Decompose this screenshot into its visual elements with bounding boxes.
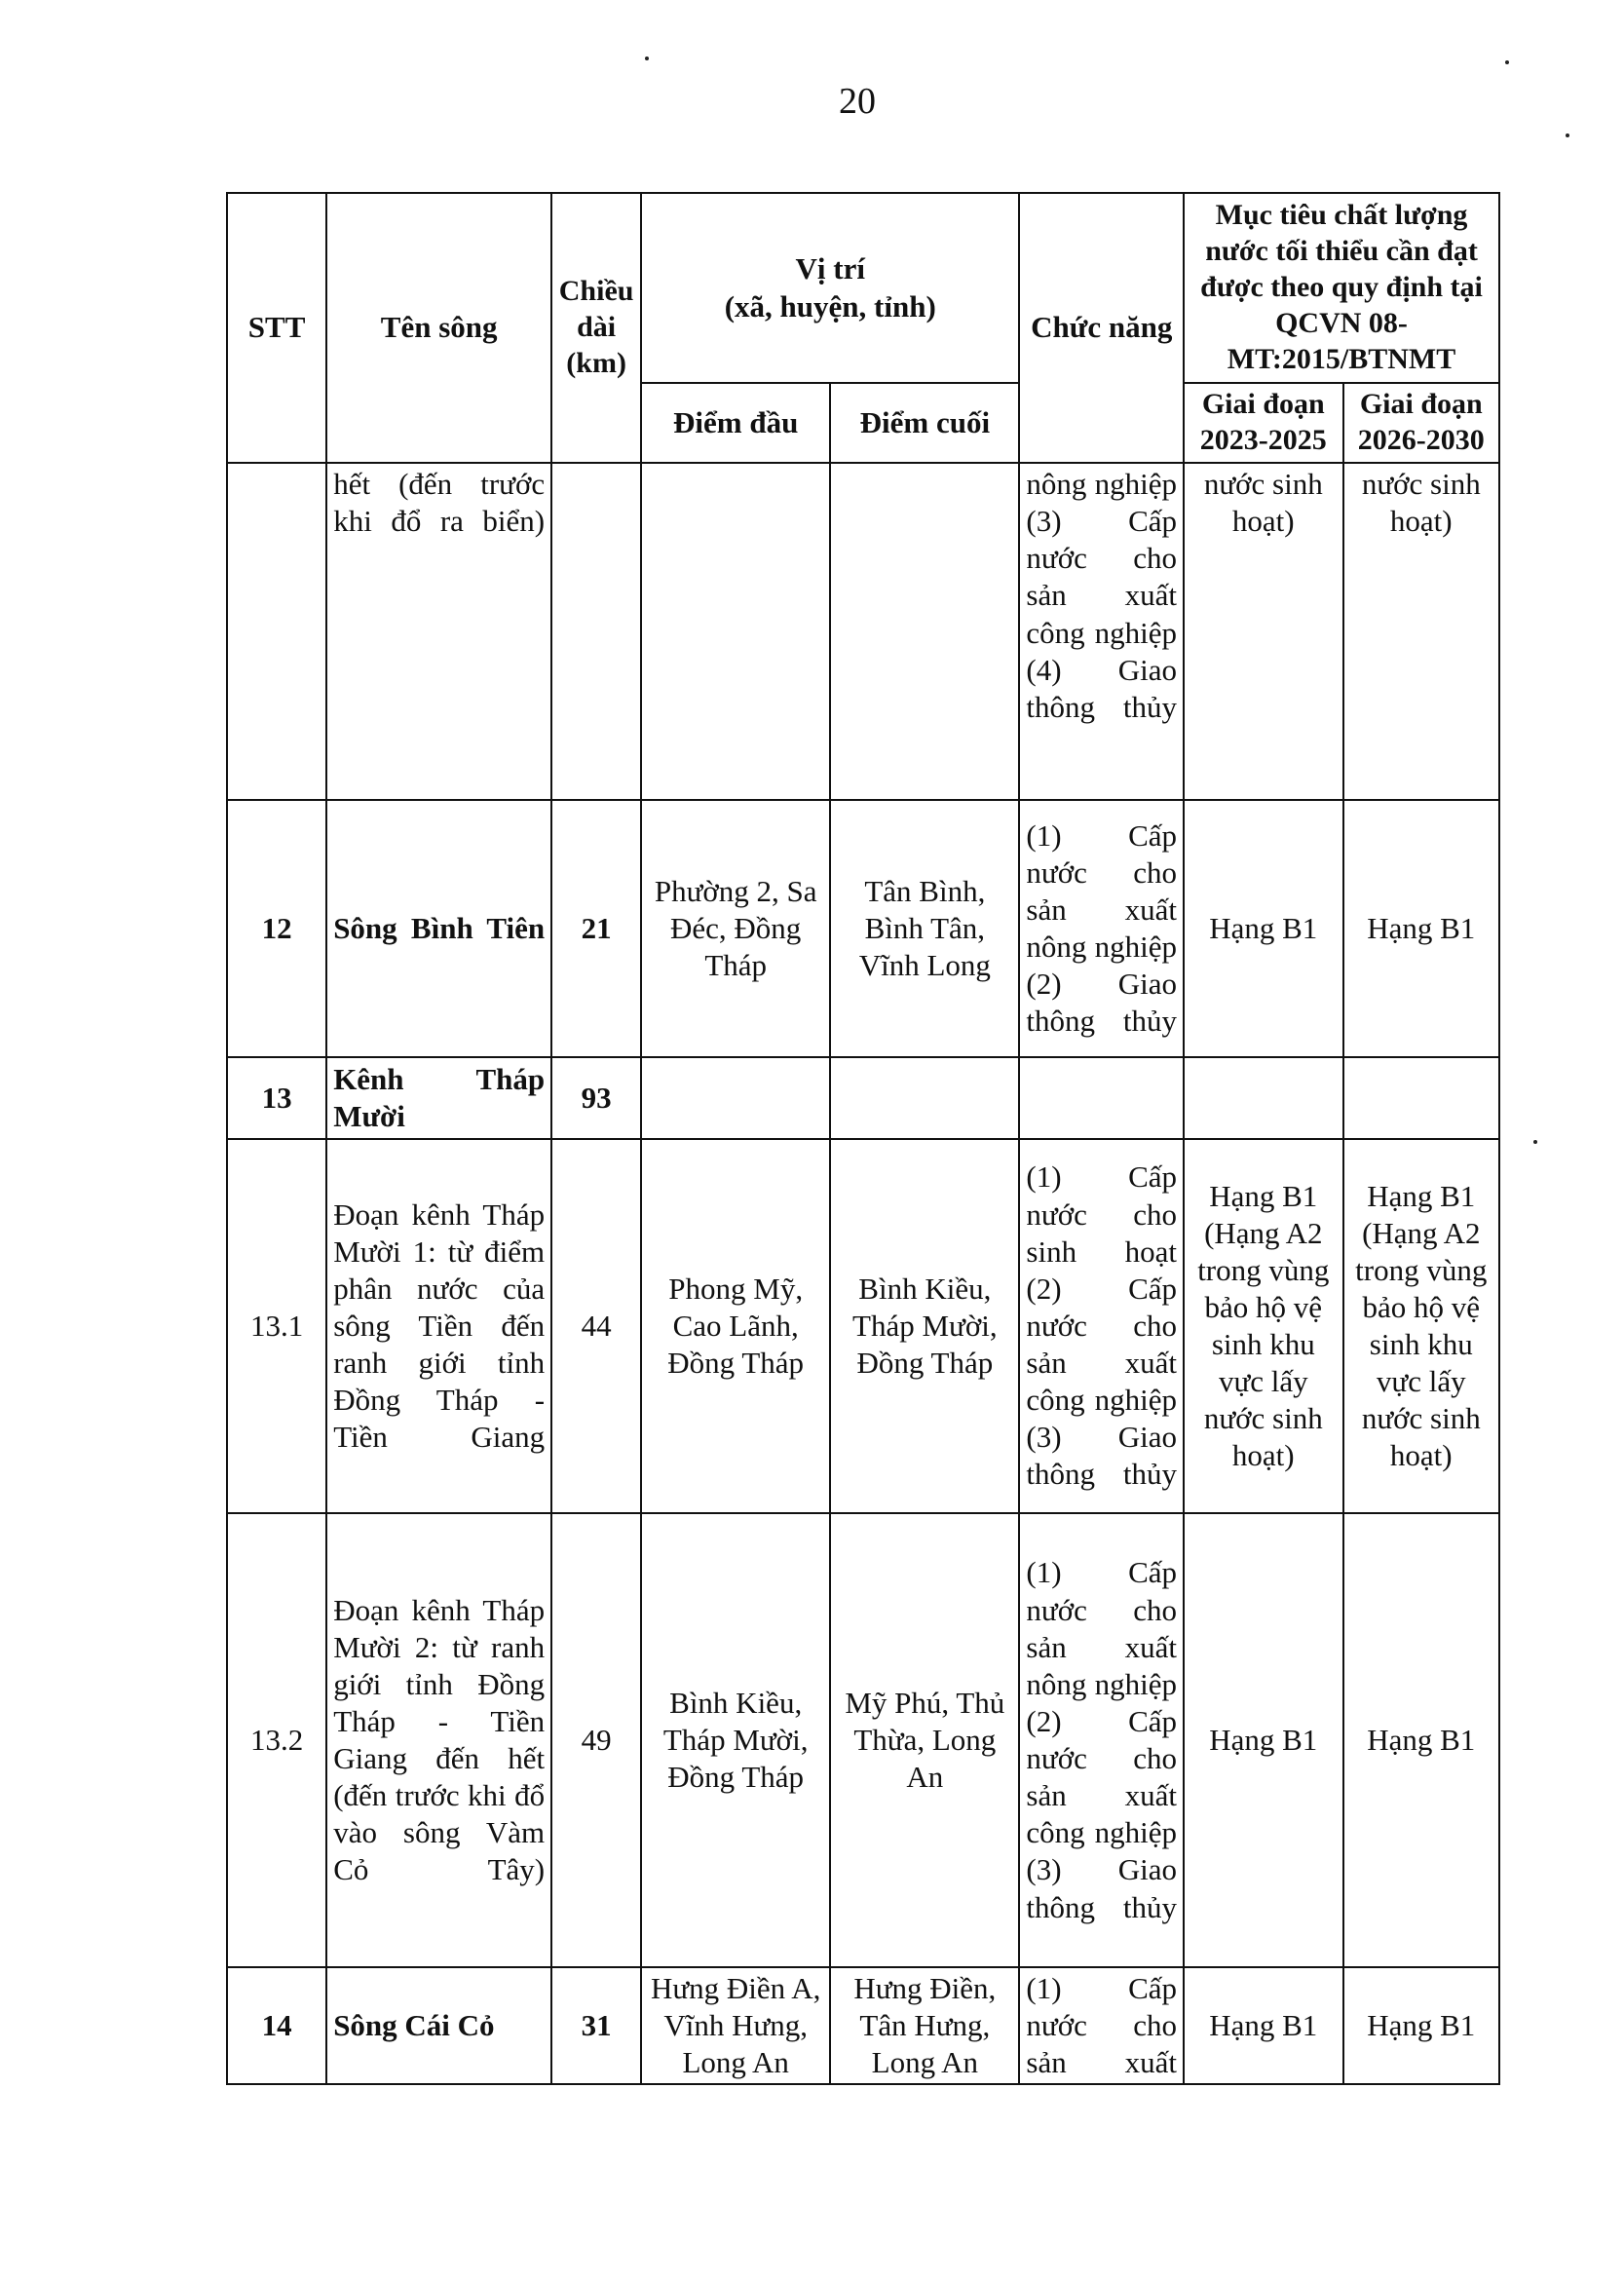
cell-length: 31 bbox=[551, 1967, 641, 2084]
col-target-header: Mục tiêu chất lượng nước tối thiểu cần đạt được theo quy định tại QCVN 08-MT:2015/BTNMT bbox=[1184, 193, 1499, 383]
table-row bbox=[227, 800, 1499, 1057]
cell-start: Phong Mỹ, Cao Lãnh, Đồng Tháp bbox=[641, 1139, 830, 1513]
cell-river-name: Đoạn kênh Tháp Mười 1: từ điểm phân nước của sông Tiền đến ranh giới tỉnh Đồng Tháp - Tiền Giang bbox=[326, 1139, 551, 1513]
location-subtitle: (xã, huyện, tỉnh) bbox=[724, 288, 936, 323]
cell-phase2: Hạng B1 (Hạng A2 trong vùng bảo hộ vệ sinh khu vực lấy nước sinh hoạt) bbox=[1343, 1139, 1499, 1513]
table-row bbox=[227, 1513, 1499, 1967]
cell-start: Bình Kiều, Tháp Mười, Đồng Tháp bbox=[641, 1513, 830, 1967]
cell-phase1: Hạng B1 bbox=[1184, 800, 1343, 1057]
cell-start bbox=[641, 463, 830, 800]
scan-speck bbox=[1566, 133, 1569, 137]
scan-speck bbox=[1533, 1140, 1537, 1144]
cell-phase2: Hạng B1 bbox=[1343, 1967, 1499, 2084]
cell-start: Hưng Điền A, Vĩnh Hưng, Long An bbox=[641, 1967, 830, 2084]
col-phase2-header: Giai đoạn 2026-2030 bbox=[1343, 383, 1499, 463]
cell-stt: 13.2 bbox=[227, 1513, 326, 1967]
cell-function: (1) Cấp nước cho sản xuất nông nghiệp (2) Cấp nước cho sản xuất công nghiệp (3) Giao thông thủy bbox=[1019, 1513, 1184, 1967]
cell-phase1 bbox=[1184, 1057, 1343, 1139]
cell-function: (1) Cấp nước cho sản xuất nông nghiệp (2) Giao thông thủy bbox=[1019, 800, 1184, 1057]
cell-phase1: Hạng B1 (Hạng A2 trong vùng bảo hộ vệ sinh khu vực lấy nước sinh hoạt) bbox=[1184, 1139, 1343, 1513]
scan-speck bbox=[645, 57, 649, 60]
cell-phase1: nước sinh hoạt) bbox=[1184, 463, 1343, 800]
cell-function bbox=[1019, 1057, 1184, 1139]
col-start-header: Điểm đầu bbox=[641, 383, 830, 463]
col-phase1-header: Giai đoạn 2023-2025 bbox=[1184, 383, 1343, 463]
col-function-header: Chức năng bbox=[1019, 193, 1184, 463]
cell-phase2: nước sinh hoạt) bbox=[1343, 463, 1499, 800]
cell-length bbox=[551, 463, 641, 800]
location-title: Vị trí bbox=[795, 251, 865, 286]
cell-start: Phường 2, Sa Đéc, Đồng Tháp bbox=[641, 800, 830, 1057]
cell-function: (1) Cấp nước cho sinh hoạt (2) Cấp nước cho sản xuất công nghiệp (3) Giao thông thủy bbox=[1019, 1139, 1184, 1513]
scan-speck bbox=[1505, 60, 1509, 64]
cell-length: 49 bbox=[551, 1513, 641, 1967]
cell-stt: 13 bbox=[227, 1057, 326, 1139]
cell-length: 21 bbox=[551, 800, 641, 1057]
cell-stt: 13.1 bbox=[227, 1139, 326, 1513]
cell-phase2 bbox=[1343, 1057, 1499, 1139]
cell-end: Bình Kiều, Tháp Mười, Đồng Tháp bbox=[830, 1139, 1019, 1513]
cell-phase1: Hạng B1 bbox=[1184, 1513, 1343, 1967]
cell-end bbox=[830, 1057, 1019, 1139]
cell-end: Hưng Điền, Tân Hưng, Long An bbox=[830, 1967, 1019, 2084]
cell-end: Tân Bình, Bình Tân, Vĩnh Long bbox=[830, 800, 1019, 1057]
cell-function: (1) Cấp nước cho sản xuất bbox=[1019, 1967, 1184, 2084]
cell-end bbox=[830, 463, 1019, 800]
cell-length: 93 bbox=[551, 1057, 641, 1139]
col-length-header: Chiều dài (km) bbox=[551, 193, 641, 463]
col-river-name-header: Tên sông bbox=[326, 193, 551, 463]
cell-river-name: Sông Bình Tiên bbox=[326, 800, 551, 1057]
cell-stt: 12 bbox=[227, 800, 326, 1057]
cell-phase2: Hạng B1 bbox=[1343, 1513, 1499, 1967]
cell-river-name: hết (đến trước khi đổ ra biển) bbox=[326, 463, 551, 800]
cell-stt: 14 bbox=[227, 1967, 326, 2084]
table-row bbox=[227, 1967, 1499, 2084]
cell-length: 44 bbox=[551, 1139, 641, 1513]
cell-phase2: Hạng B1 bbox=[1343, 800, 1499, 1057]
cell-river-name: Đoạn kênh Tháp Mười 2: từ ranh giới tỉnh Đồng Tháp - Tiền Giang đến hết (đến trước khi đổ vào sông Vàm Cỏ Tây) bbox=[326, 1513, 551, 1967]
table-row bbox=[227, 1057, 1499, 1139]
cell-river-name: Sông Cái Cỏ bbox=[326, 1967, 551, 2084]
table-row bbox=[227, 463, 1499, 800]
col-location-header bbox=[641, 193, 1019, 383]
cell-stt bbox=[227, 463, 326, 800]
cell-end: Mỹ Phú, Thủ Thừa, Long An bbox=[830, 1513, 1019, 1967]
cell-river-name: Kênh Tháp Mười bbox=[326, 1057, 551, 1139]
cell-function: nông nghiệp (3) Cấp nước cho sản xuất công nghiệp (4) Giao thông thủy bbox=[1019, 463, 1184, 800]
table-row bbox=[227, 1139, 1499, 1513]
cell-start bbox=[641, 1057, 830, 1139]
river-water-quality-table bbox=[226, 192, 1500, 2085]
col-end-header: Điểm cuối bbox=[830, 383, 1019, 463]
cell-phase1: Hạng B1 bbox=[1184, 1967, 1343, 2084]
page-number: 20 bbox=[839, 81, 876, 122]
col-stt-header: STT bbox=[227, 193, 326, 463]
